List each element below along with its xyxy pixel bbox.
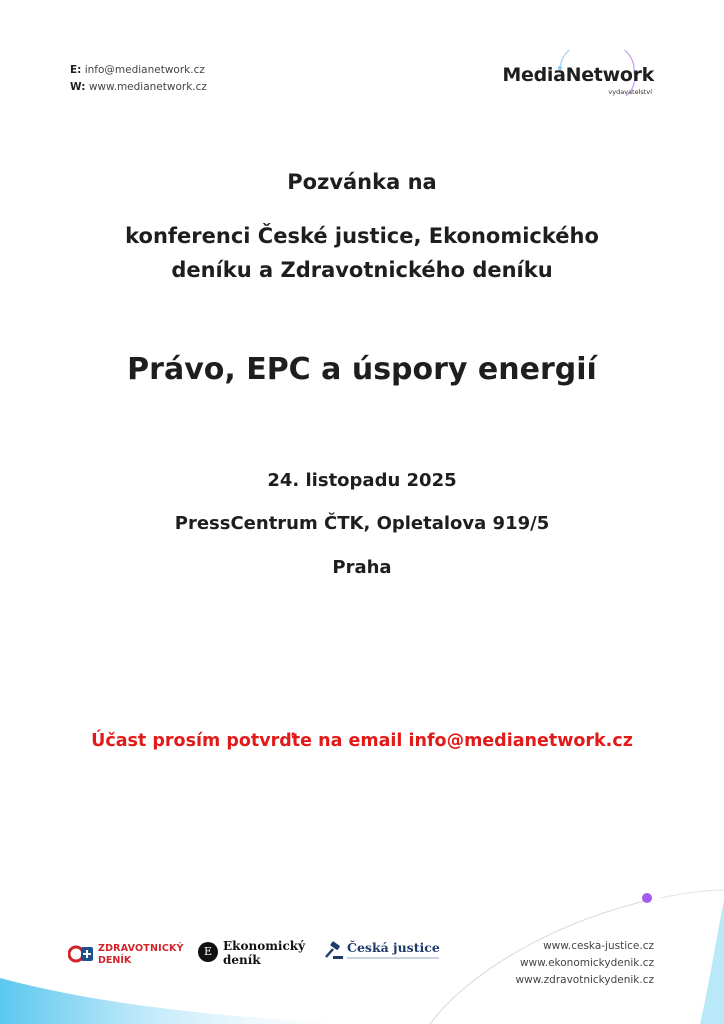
ceska-justice-name: Česká justice — [347, 940, 440, 955]
web-link[interactable]: www.medianetwork.cz — [88, 81, 207, 93]
purple-dot-icon — [642, 893, 652, 903]
event-date: 24. listopadu 2025 — [267, 470, 457, 491]
invitation-line3: deníku a Zdravotnického deníku — [171, 258, 553, 282]
rsvp-text: Účast prosím potvrďte na email info@medianetwork.cz — [91, 731, 633, 751]
logo-subtitle: vydavatelství — [608, 88, 652, 96]
contact-web — [70, 79, 207, 96]
email-link[interactable]: info@medianetwork.cz — [84, 64, 205, 76]
website-ekonomicky-denik[interactable]: www.ekonomickydenik.cz — [519, 957, 654, 969]
contact-block — [70, 62, 207, 96]
medianetwork-logo — [494, 50, 654, 106]
invitation-lines — [0, 219, 724, 287]
zdravotnicky-line2: DENÍK — [98, 955, 132, 966]
invitation-line2: konferenci České justice, Ekonomického — [125, 224, 599, 248]
logo-name: MediaNetwork — [502, 64, 654, 86]
contact-email — [70, 62, 207, 79]
ekonomicky-line1: Ekonomický — [223, 939, 306, 953]
zdravotnicky-line1: ZDRAVOTNICKÝ — [98, 943, 184, 954]
ekonomicky-line2: deník — [223, 953, 261, 967]
event-city: Praha — [332, 557, 392, 578]
email-label: E: — [70, 64, 82, 76]
websites-list — [516, 938, 654, 989]
website-ceska-justice[interactable]: www.ceska-justice.cz — [543, 940, 654, 952]
ekonomicky-denik-logo — [198, 938, 318, 974]
web-label: W: — [70, 81, 86, 93]
zdravotnicky-logo-icon — [68, 944, 94, 964]
gavel-icon — [324, 941, 344, 961]
zdravotnicky-denik-logo — [68, 938, 188, 974]
ceska-justice-logo — [324, 938, 454, 974]
website-zdravotnicky-denik[interactable]: www.zdravotnickydenik.cz — [515, 974, 654, 986]
invitation-line1: Pozvánka na — [287, 170, 437, 194]
ekonomicky-e-icon: E — [198, 942, 218, 962]
ceska-justice-underline — [347, 957, 439, 959]
event-venue: PressCentrum ČTK, Opletalova 919/5 — [174, 513, 550, 534]
event-title: Právo, EPC a úspory energií — [127, 352, 597, 387]
